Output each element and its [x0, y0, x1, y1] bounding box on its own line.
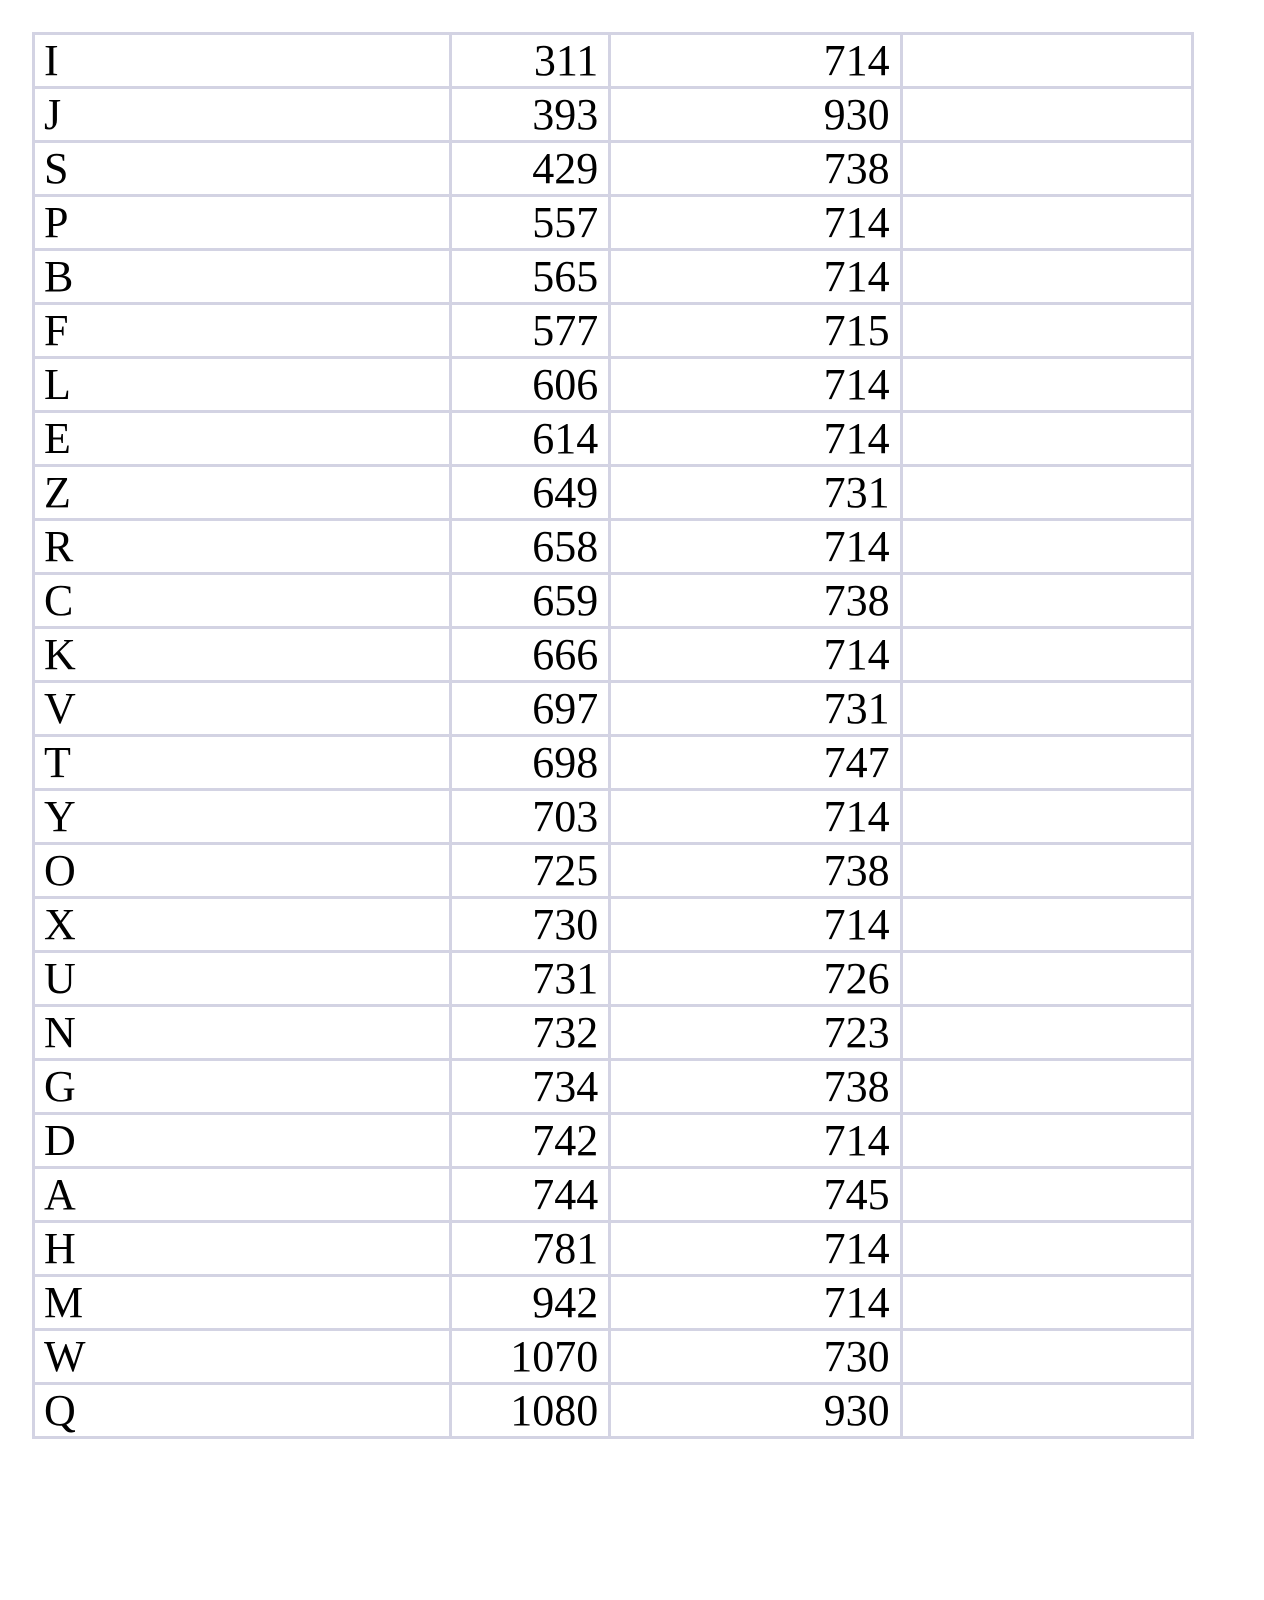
value-b-cell: 730: [610, 1330, 901, 1384]
value-a-cell: 606: [451, 358, 610, 412]
value-b-cell: 714: [610, 358, 901, 412]
letter-cell: Y: [34, 790, 451, 844]
value-a-cell: 942: [451, 1276, 610, 1330]
table-row: [34, 88, 1193, 142]
value-a-cell: 725: [451, 844, 610, 898]
value-a-cell: 731: [451, 952, 610, 1006]
empty-cell: [901, 736, 1192, 790]
value-b-cell: 930: [610, 88, 901, 142]
empty-cell: [901, 1114, 1192, 1168]
value-a-cell: 742: [451, 1114, 610, 1168]
empty-cell: [901, 1006, 1192, 1060]
empty-cell: [901, 682, 1192, 736]
value-a-cell: 1080: [451, 1384, 610, 1438]
empty-cell: [901, 196, 1192, 250]
value-b-cell: 715: [610, 304, 901, 358]
value-b-cell: 714: [610, 1114, 901, 1168]
empty-cell: [901, 358, 1192, 412]
value-b-cell: 714: [610, 34, 901, 88]
value-a-cell: 703: [451, 790, 610, 844]
table-row: [34, 1222, 1193, 1276]
empty-cell: [901, 1222, 1192, 1276]
table-row: [34, 952, 1193, 1006]
value-a-cell: 658: [451, 520, 610, 574]
value-a-cell: 557: [451, 196, 610, 250]
empty-cell: [901, 412, 1192, 466]
value-b-cell: 930: [610, 1384, 901, 1438]
value-b-cell: 714: [610, 250, 901, 304]
table-row: [34, 1114, 1193, 1168]
letter-cell: R: [34, 520, 451, 574]
table-body: [34, 34, 1193, 1438]
value-b-cell: 747: [610, 736, 901, 790]
empty-cell: [901, 1384, 1192, 1438]
value-b-cell: 738: [610, 574, 901, 628]
letter-cell: K: [34, 628, 451, 682]
value-b-cell: 714: [610, 628, 901, 682]
value-a-cell: 666: [451, 628, 610, 682]
value-b-cell: 723: [610, 1006, 901, 1060]
value-b-cell: 714: [610, 898, 901, 952]
value-b-cell: 714: [610, 1222, 901, 1276]
value-b-cell: 731: [610, 682, 901, 736]
table-row: [34, 466, 1193, 520]
letter-cell: G: [34, 1060, 451, 1114]
value-a-cell: 734: [451, 1060, 610, 1114]
empty-cell: [901, 574, 1192, 628]
letter-cell: L: [34, 358, 451, 412]
letter-cell: H: [34, 1222, 451, 1276]
value-b-cell: 738: [610, 1060, 901, 1114]
value-a-cell: 577: [451, 304, 610, 358]
table-row: [34, 520, 1193, 574]
table-row: [34, 250, 1193, 304]
letter-cell: O: [34, 844, 451, 898]
letter-cell: I: [34, 34, 451, 88]
value-b-cell: 726: [610, 952, 901, 1006]
value-b-cell: 738: [610, 844, 901, 898]
table-row: [34, 628, 1193, 682]
empty-cell: [901, 250, 1192, 304]
letter-cell: Q: [34, 1384, 451, 1438]
empty-cell: [901, 304, 1192, 358]
letter-cell: J: [34, 88, 451, 142]
letter-cell: D: [34, 1114, 451, 1168]
letter-cell: E: [34, 412, 451, 466]
value-a-cell: 697: [451, 682, 610, 736]
value-b-cell: 714: [610, 1276, 901, 1330]
value-b-cell: 731: [610, 466, 901, 520]
table-row: [34, 1276, 1193, 1330]
letter-cell: V: [34, 682, 451, 736]
table-row: [34, 1006, 1193, 1060]
letter-cell: S: [34, 142, 451, 196]
table-row: [34, 844, 1193, 898]
letter-cell: M: [34, 1276, 451, 1330]
table-row: [34, 196, 1193, 250]
value-a-cell: 730: [451, 898, 610, 952]
empty-cell: [901, 1276, 1192, 1330]
empty-cell: [901, 628, 1192, 682]
value-b-cell: 738: [610, 142, 901, 196]
value-a-cell: 732: [451, 1006, 610, 1060]
value-a-cell: 781: [451, 1222, 610, 1276]
empty-cell: [901, 844, 1192, 898]
empty-cell: [901, 790, 1192, 844]
value-a-cell: 393: [451, 88, 610, 142]
letter-cell: F: [34, 304, 451, 358]
table-row: [34, 1384, 1193, 1438]
table-row: [34, 304, 1193, 358]
value-b-cell: 714: [610, 790, 901, 844]
value-a-cell: 1070: [451, 1330, 610, 1384]
table-row: [34, 736, 1193, 790]
empty-cell: [901, 898, 1192, 952]
value-a-cell: 698: [451, 736, 610, 790]
value-a-cell: 429: [451, 142, 610, 196]
empty-cell: [901, 88, 1192, 142]
letter-cell: X: [34, 898, 451, 952]
letter-cell: Z: [34, 466, 451, 520]
table-row: [34, 790, 1193, 844]
value-a-cell: 565: [451, 250, 610, 304]
empty-cell: [901, 520, 1192, 574]
table-row: [34, 898, 1193, 952]
letter-cell: T: [34, 736, 451, 790]
letter-cell: N: [34, 1006, 451, 1060]
table-row: [34, 412, 1193, 466]
letter-cell: B: [34, 250, 451, 304]
value-a-cell: 744: [451, 1168, 610, 1222]
value-a-cell: 649: [451, 466, 610, 520]
table-row: [34, 1060, 1193, 1114]
letter-cell: U: [34, 952, 451, 1006]
letter-cell: W: [34, 1330, 451, 1384]
empty-cell: [901, 466, 1192, 520]
value-a-cell: 659: [451, 574, 610, 628]
table-row: [34, 1168, 1193, 1222]
empty-cell: [901, 34, 1192, 88]
value-a-cell: 614: [451, 412, 610, 466]
value-b-cell: 714: [610, 412, 901, 466]
empty-cell: [901, 1060, 1192, 1114]
empty-cell: [901, 1168, 1192, 1222]
value-b-cell: 714: [610, 520, 901, 574]
empty-cell: [901, 952, 1192, 1006]
empty-cell: [901, 142, 1192, 196]
table-row: [34, 1330, 1193, 1384]
empty-cell: [901, 1330, 1192, 1384]
value-b-cell: 714: [610, 196, 901, 250]
data-table: [32, 32, 1194, 1439]
letter-cell: C: [34, 574, 451, 628]
value-a-cell: 311: [451, 34, 610, 88]
table-row: [34, 142, 1193, 196]
letter-cell: A: [34, 1168, 451, 1222]
table-row: [34, 34, 1193, 88]
table-row: [34, 358, 1193, 412]
value-b-cell: 745: [610, 1168, 901, 1222]
table-row: [34, 682, 1193, 736]
letter-cell: P: [34, 196, 451, 250]
table-row: [34, 574, 1193, 628]
